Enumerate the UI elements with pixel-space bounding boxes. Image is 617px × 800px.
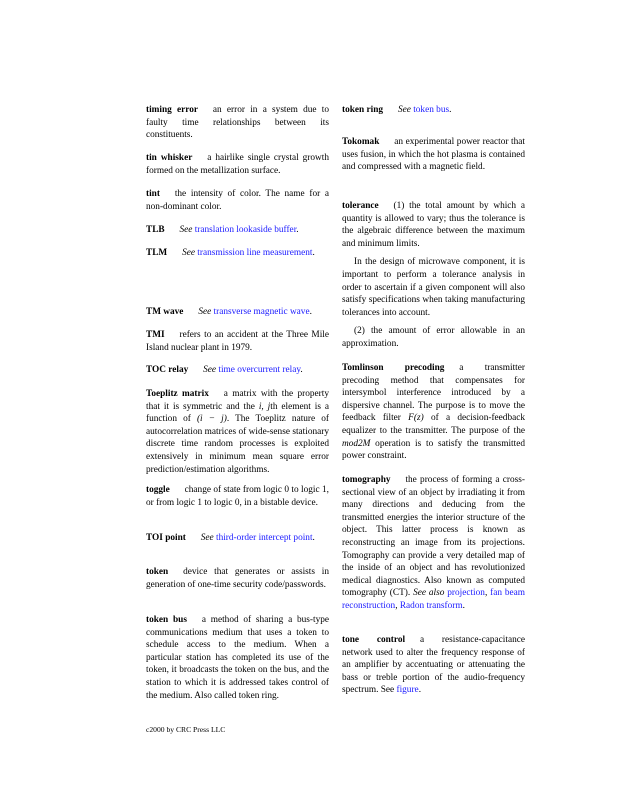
entry-tin-whisker (146, 152, 329, 177)
entry-term: tolerance (342, 201, 379, 211)
math-expression: (i − j) (196, 414, 227, 425)
link-radon-transform[interactable]: Radon transform (399, 600, 463, 611)
entry-tone-control (342, 634, 525, 697)
entry-token-bus (146, 614, 329, 702)
link-transverse-magnetic-wave[interactable]: transverse magnetic wave (213, 307, 310, 317)
link-token-bus[interactable]: token bus (413, 105, 450, 115)
math-ij: i, j (258, 401, 271, 412)
entry-definition: a hairlike single crystal growth formed on the metallization surface. (146, 153, 329, 176)
entry-tomography (342, 474, 525, 613)
entry-term: TOC relay (146, 365, 189, 375)
entry-definition-cont: operation is to satisfy the transmitted power constraint. (342, 438, 525, 462)
see-label: See (179, 225, 193, 235)
entry-tokomak (342, 136, 525, 174)
entry-toi-point (146, 532, 329, 545)
entry-definition: change of state from logic 0 to logic 1, or from logic 1 to logic 0, in a bistable device. (146, 485, 329, 508)
punctuation: . (296, 225, 299, 235)
entry-definition: a matrix with the property that it is symmetric and the (146, 389, 329, 412)
see-label: See (200, 533, 214, 543)
entry-term: tone control (342, 635, 406, 645)
punctuation: . (312, 248, 315, 258)
entry-tmi (146, 329, 329, 354)
link-projection[interactable]: projection (447, 588, 485, 599)
math-mod: mod2M (342, 438, 371, 449)
punctuation: . (449, 105, 452, 115)
entry-tm-wave (146, 306, 329, 319)
link-third-order-intercept-point[interactable]: third-order intercept point (215, 533, 313, 543)
see-label: See (198, 307, 212, 317)
entry-toc-relay (146, 364, 329, 377)
tolerance-paragraph-2: In the design of microwave component, it is important to perform a tolerance analysis in order to ascertain if a given component will also satisfy specifications when taking manufacturing tolerances into account. (342, 257, 525, 318)
entry-toggle (146, 484, 329, 509)
copyright-footer: c2000 by CRC Press LLC (146, 725, 226, 734)
entry-definition: the process of forming a cross-sectional view of an object by irradiating it from many directions and deducing from the transmitted energies the interior structure of the object. This latter process is known as reconstructing an image from its projections. Tomography can provide a very detailed map of the inside of an object and has revolutionized medical diagnostics. Also known as computed tomography (CT). (342, 475, 525, 599)
link-figure[interactable]: figure (396, 685, 419, 696)
see-also-label: See also (413, 588, 445, 599)
entry-definition-cont: th element is a function of (146, 401, 329, 425)
entry-tlm (146, 247, 329, 260)
entry-definition: a method of sharing a bus-type communications medium that uses a token to schedule access to the medium. When a particular station has completed its use of the token, it broadcasts the token on the bus, and the station to which it is addressed takes control of the medium. Also called token ring. (146, 615, 329, 701)
entry-term: tomography (342, 475, 391, 485)
entry-term: Toeplitz matrix (146, 389, 209, 399)
entry-term: TLB (146, 225, 165, 235)
entry-definition: the intensity of color. The name for a non-dominant color. (146, 189, 329, 212)
punctuation: . (418, 685, 422, 696)
link-transmission-line-measurement[interactable]: transmission line measurement (197, 248, 313, 258)
entry-term: tin whisker (146, 153, 193, 163)
entry-toeplitz-matrix (146, 388, 329, 476)
entry-term: TOI point (146, 533, 186, 543)
math-fz: F(z) (408, 413, 424, 424)
entry-definition: an error in a system due to faulty time relationships between its constituents. (146, 105, 329, 141)
entry-definition-cont: . The Toeplitz nature of autocorrelation matrices of wide-sense stationary discrete time random processes is exploited extensively in minimum mean square error prediction/estimation algorithms. (146, 414, 330, 475)
entry-tlb (146, 224, 329, 237)
entry-term: timing error (146, 105, 199, 115)
entry-definition: a resistance-capacitance network used to alter the frequency response of an amplifier by accentuating or attenuating the bass or treble portion of the audio-frequency spectrum. See (342, 635, 525, 696)
entry-term: token (146, 567, 169, 577)
entry-term: Tomlinson precoding (342, 363, 445, 373)
entry-definition: device that generates or assists in generation of one-time security code/passwords. (146, 567, 329, 590)
entry-term: TMI (146, 330, 165, 340)
entry-term: tint (146, 189, 160, 199)
separator: , (395, 600, 400, 611)
entry-definition: (1) the total amount by which a quantity is allowed to vary; thus the tolerance is the algebraic difference between the maximum and minimum limits. (342, 201, 525, 249)
entry-tint (146, 188, 329, 213)
entry-definition: refers to an accident at the Three Mile Island nuclear plant in 1979. (146, 330, 329, 353)
see-label: See (397, 105, 411, 115)
entry-token (146, 566, 329, 591)
entry-definition: an experimental power reactor that uses fusion, in which the hot plasma is contained and compressed with a magnetic field. (342, 137, 525, 173)
entry-token-ring (342, 104, 525, 117)
entry-term: TM wave (146, 307, 184, 317)
tolerance-paragraph-3: (2) the amount of error allowable in an approximation. (342, 326, 525, 349)
entry-definition: a transmitter precoding method that compensates for intersymbol interference introduced by a dispersive channel. The purpose is to move the feedback filter (342, 363, 525, 424)
entry-term: toggle (146, 485, 170, 495)
punctuation: . (462, 600, 465, 611)
entry-term: Tokomak (342, 137, 380, 147)
link-translation-lookaside-buffer[interactable]: translation lookaside buffer (194, 225, 297, 235)
punctuation: . (300, 365, 303, 375)
entry-definition-cont: of a decision-feedback equalizer to the transmitter. The purpose of the (342, 413, 525, 436)
punctuation: . (312, 533, 315, 543)
entry-term: TLM (146, 248, 168, 258)
entry-tomlinson-precoding (342, 362, 525, 463)
entry-timing-error (146, 104, 329, 142)
see-label: See (203, 365, 217, 375)
link-time-overcurrent-relay[interactable]: time overcurrent relay (218, 365, 301, 375)
see-label: See (182, 248, 195, 258)
entry-term: token ring (342, 105, 384, 115)
punctuation: . (309, 307, 312, 317)
link-fan-beam-reconstruction[interactable]: fan beam reconstruction (342, 588, 526, 611)
separator: , (484, 588, 491, 599)
entry-tolerance (342, 200, 525, 351)
entry-term: token bus (146, 615, 187, 625)
